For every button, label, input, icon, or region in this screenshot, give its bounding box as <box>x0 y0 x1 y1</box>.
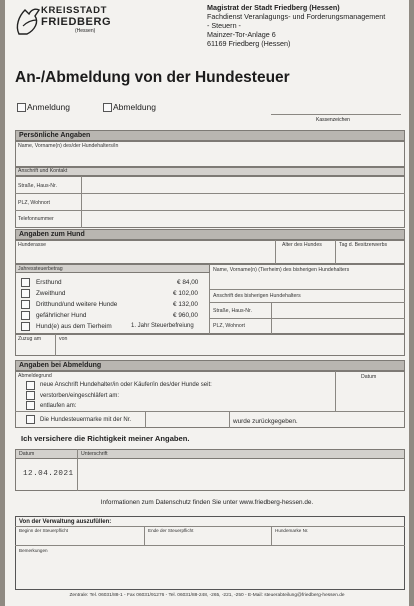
tax-checkbox-4[interactable] <box>21 311 30 320</box>
confirmation-text: Ich versichere die Richtigkeit meiner Angaben. <box>21 434 190 443</box>
abmeldung-date-field[interactable] <box>336 380 404 410</box>
reason-label: Abmeldegrund <box>18 373 52 379</box>
begin-label: Beginn der Steuerpflicht <box>19 528 69 533</box>
prev-city-field[interactable] <box>273 319 403 333</box>
tax-checkbox-3[interactable] <box>21 300 30 309</box>
marke-pre-text: Die Hundesteuermarke mit der Nr. <box>40 417 132 423</box>
footer-contact: Zentrale: Tel. 06031/88-1 - Fax 06031/91276 - Tel. 06031/88-248, -265, -221, -250 - E-Mail: steuerabteilung@friedberg-hessen.de <box>69 593 345 598</box>
contact-subheader <box>15 167 405 176</box>
anmeldung-label: Anmeldung <box>27 102 71 112</box>
tax-row-amount-2: € 102,00 <box>173 290 198 297</box>
tax-row-label-2: Zweithund <box>36 290 66 297</box>
reason-row-2: verstorben/eingeschläfert am: <box>40 393 120 399</box>
tax-checkbox-2[interactable] <box>21 289 30 298</box>
reason-checkbox-2[interactable] <box>26 391 35 400</box>
divider <box>55 334 56 356</box>
reason-row-3: entlaufen am: <box>40 403 77 409</box>
street-field[interactable] <box>83 177 403 192</box>
divider <box>77 449 78 491</box>
contact-label: Anschrift und Kontakt <box>18 168 68 174</box>
holder-name-label: Name, Vorname(n) des/der Hundehalters/in <box>18 143 119 149</box>
abmeldung-checkbox[interactable] <box>103 103 112 112</box>
phone-field[interactable] <box>83 211 403 227</box>
signature-subheader <box>15 449 405 459</box>
address-line4: Mainzer-Tor-Anlage 6 <box>207 30 276 39</box>
reason-row-1: neue Anschrift Hundehalter/in oder Käufer/in des/der Hunde seit: <box>40 382 212 388</box>
reason-checkbox-3[interactable] <box>26 401 35 410</box>
form-sheet <box>5 0 409 606</box>
kassenzeichen-label: Kassenzeichen <box>316 117 350 123</box>
divider <box>229 411 230 428</box>
prev-name-field[interactable] <box>210 274 404 288</box>
tax-row-amount-5: 1. Jahr Steuerbefreiung <box>131 323 194 329</box>
race-label: Hunderasse <box>18 242 46 248</box>
logo-line3: (Hessen) <box>75 28 96 34</box>
signature-label: Unterschrift <box>81 451 108 457</box>
zuzug-label: Zuzug am <box>18 336 42 342</box>
anmeldung-checkbox[interactable] <box>17 103 26 112</box>
dog-section-header: Angaben zum Hund <box>15 229 405 240</box>
tax-row-label-1: Ersthund <box>36 279 62 286</box>
tax-row-label-4: gefährlicher Hund <box>36 312 87 319</box>
address-line3: - Steuern - <box>207 21 241 30</box>
admin-header: Von der Verwaltung auszufüllen: <box>19 519 112 525</box>
divider <box>15 545 405 546</box>
logo-line1: KREISSTADT <box>41 5 107 16</box>
end-label: Ende der Steuerpflicht <box>148 528 194 533</box>
personal-section-header: Persönliche Angaben <box>15 130 405 141</box>
abmeldung-date-label: Datum <box>361 374 377 380</box>
prev-street-label: Straße, Haus-Nr. <box>213 308 252 314</box>
abmeldung-label: Abmeldung <box>113 102 157 112</box>
admin-marke-label: Hundemarke Nr. <box>275 528 309 533</box>
divider <box>15 526 405 527</box>
logo-line2: FRIEDBERG <box>41 16 112 28</box>
divider <box>271 526 272 545</box>
prev-name-label: Name, Vorname(n) (Tierheim) des bisherigen Hundehalters <box>213 267 350 273</box>
race-field[interactable] <box>16 249 274 263</box>
tax-checkbox-1[interactable] <box>21 278 30 287</box>
tax-row-amount-4: € 960,00 <box>173 312 198 319</box>
since-label: Tag d. Besitzerwerbs <box>339 242 388 248</box>
tax-row-label-5: Hund(e) aus dem Tierheim <box>36 323 112 330</box>
street-label: Straße, Haus-Nr. <box>18 183 57 189</box>
marke-post-text: wurde zurückgegeben. <box>233 418 298 425</box>
city-logo-icon <box>13 4 43 38</box>
divider <box>81 176 82 228</box>
tax-row-label-3: Dritthund/und weitere Hunde <box>36 301 118 308</box>
von-field[interactable] <box>57 343 403 355</box>
sign-date-label: Datum <box>19 451 35 457</box>
privacy-note: Informationen zum Datenschutz finden Sie unter www.friedberg-hessen.de. <box>100 499 314 506</box>
zuzug-field[interactable] <box>16 343 54 355</box>
tax-label: Jahressteuerbetrag <box>18 266 63 272</box>
city-field[interactable] <box>83 194 403 209</box>
marke-number-field[interactable] <box>146 412 228 427</box>
prev-addr-label: Anschrift des bisherigen Hundehalters <box>213 293 301 299</box>
city-label: PLZ, Wohnort <box>18 200 50 206</box>
tax-checkbox-5[interactable] <box>21 322 30 331</box>
remarks-field[interactable] <box>16 554 404 589</box>
age-label: Alter des Hundes <box>282 242 322 248</box>
since-field[interactable] <box>336 249 404 263</box>
marke-checkbox[interactable] <box>26 415 35 424</box>
phone-label: Telefonnummer <box>18 216 54 222</box>
von-label: von <box>59 336 68 342</box>
prev-street-field[interactable] <box>273 303 403 317</box>
address-line2: Fachdienst Veranlagungs- und Forderungsmanagement <box>207 12 386 21</box>
sign-date-value[interactable]: 12.04.2021 <box>23 470 74 478</box>
abmeldung-section-header: Angaben bei Abmeldung <box>15 360 405 371</box>
tax-row-amount-1: € 84,00 <box>177 279 199 286</box>
remarks-label: Bemerkungen <box>19 548 48 553</box>
signature-field[interactable] <box>79 460 403 490</box>
kassenzeichen-field[interactable] <box>271 114 401 115</box>
reason-checkbox-1[interactable] <box>26 381 35 390</box>
divider <box>144 526 145 545</box>
address-line1: Magistrat der Stadt Friedberg (Hessen) <box>207 3 340 12</box>
divider <box>271 302 272 334</box>
age-field[interactable] <box>276 249 334 263</box>
form-title: An-/Abmeldung von der Hundesteuer <box>15 69 290 86</box>
tax-row-amount-3: € 132,00 <box>173 301 198 308</box>
divider <box>209 289 405 290</box>
prev-city-label: PLZ, Wohnort <box>213 323 245 329</box>
address-line5: 61169 Friedberg (Hessen) <box>207 39 291 48</box>
